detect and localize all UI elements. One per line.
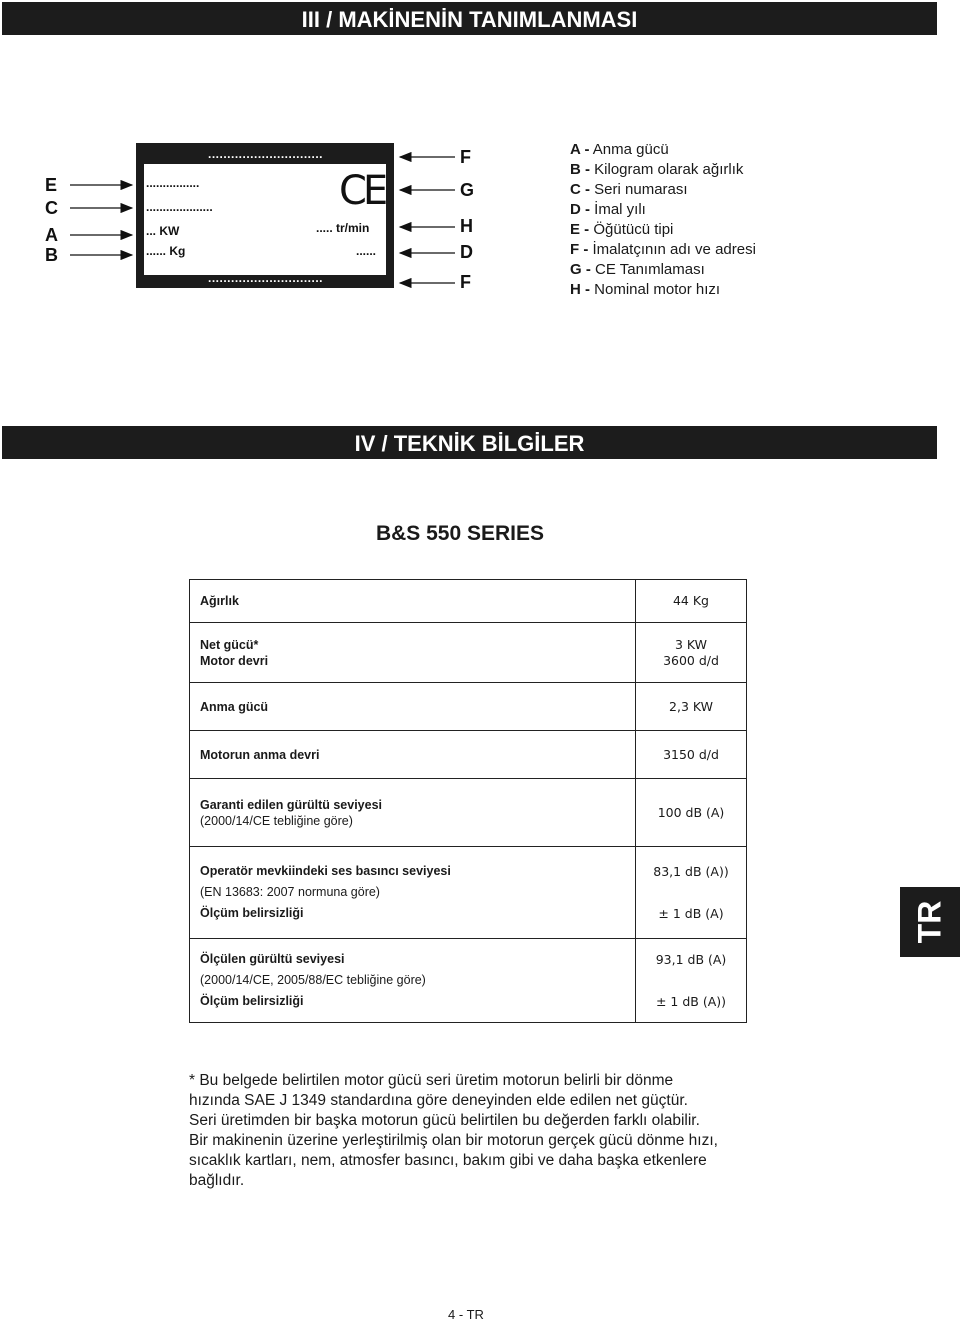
spec-table xyxy=(189,579,747,1023)
spec-value: 3 KW 3600 d/d xyxy=(636,623,747,683)
footnote xyxy=(189,1071,769,1191)
legend-item: C - Seri numarası xyxy=(570,181,688,198)
spec-value: 2,3 KW xyxy=(636,683,747,731)
nameplate-rpm: ..... tr/min xyxy=(316,221,370,235)
table-row xyxy=(190,580,747,623)
spec-value: 100 dB (A) xyxy=(636,779,747,847)
label-c: C xyxy=(45,198,58,218)
spec-label: Garanti edilen gürültü seviyesi (2000/14/CE tebliğine göre) xyxy=(190,779,636,847)
footnote-line: bağlıdır. xyxy=(189,1172,245,1189)
table-row xyxy=(190,623,747,683)
label-d: D xyxy=(460,242,473,262)
label-e: E xyxy=(45,175,58,195)
spec-value: 93,1 dB (A) ± 1 dB (A)) xyxy=(636,939,747,1023)
footnote-line: * Bu belgede belirtilen motor gücü seri üretim motorun belirli bir dönme xyxy=(189,1072,674,1089)
nameplate-line-c: .................... xyxy=(146,200,213,214)
nameplate-face xyxy=(144,164,386,275)
legend-item: H - Nominal motor hızı xyxy=(570,281,721,298)
nameplate xyxy=(136,143,394,288)
legend-item: D - İmal yılı xyxy=(570,201,646,218)
table-row xyxy=(190,683,747,731)
nameplate-top-dots: .............................. xyxy=(208,147,324,161)
nameplate-line-kw: ... KW xyxy=(146,224,180,238)
spec-label: Motorun anma devri xyxy=(190,731,636,779)
legend-item: E - Öğütücü tipi xyxy=(570,221,674,238)
section-4-header: IV / TEKNİK BİLGİLER xyxy=(2,426,937,459)
legend-item: B - Kilogram olarak ağırlık xyxy=(570,161,744,178)
legend-item: A - Anma gücü xyxy=(570,141,669,158)
nameplate-line-e: ................ xyxy=(146,176,200,190)
footnote-line: Bir makinenin üzerine yerleştirilmiş olan bir motorun gerçek gücü dönme hızı, xyxy=(189,1132,718,1149)
label-f-top: F xyxy=(460,147,471,167)
footnote-line: hızında SAE J 1349 standardına göre deneyinden elde edilen net güçtür. xyxy=(189,1092,688,1109)
language-tab xyxy=(900,887,960,957)
spec-label: Operatör mevkiindeki ses basıncı seviyesi (EN 13683: 2007 normuna göre) Ölçüm belirsizliği xyxy=(190,847,636,939)
nameplate-line-kg: ...... Kg xyxy=(146,244,186,258)
page-number: 4 - TR xyxy=(448,1307,484,1322)
label-a: A xyxy=(45,225,58,245)
section-3-header: III / MAKİNENİN TANIMLANMASI xyxy=(2,2,937,35)
legend-item: G - CE Tanımlaması xyxy=(570,261,705,278)
footnote-line: Seri üretimden bir başka motorun gücü belirtilen bu değerden farklı olabilir. xyxy=(189,1112,700,1129)
spec-label: Anma gücü xyxy=(190,683,636,731)
nameplate-year-dots: ...... xyxy=(356,244,377,258)
footnote-line: sıcaklık kartları, nem, atmosfer basıncı, bakım gibi ve daha başka etkenlere xyxy=(189,1152,707,1169)
language-tab-label: TR xyxy=(911,900,948,944)
table-row xyxy=(190,939,747,1023)
label-b: B xyxy=(45,245,58,265)
spec-value: 3150 d/d xyxy=(636,731,747,779)
table-row xyxy=(190,779,747,847)
series-title: B&S 550 SERIES xyxy=(375,522,545,545)
label-h: H xyxy=(460,216,473,236)
spec-value: 44 Kg xyxy=(636,580,747,623)
table-row xyxy=(190,731,747,779)
label-f-bottom: F xyxy=(460,272,471,292)
nameplate-legend xyxy=(570,140,756,300)
spec-value: 83,1 dB (A)) ± 1 dB (A) xyxy=(636,847,747,939)
nameplate-bottom-dots: .............................. xyxy=(208,271,324,285)
spec-label: Ölçülen gürültü seviyesi (2000/14/CE, 2005/88/EC tebliğine göre) Ölçüm belirsizliği xyxy=(190,939,636,1023)
ce-mark-icon: CE xyxy=(339,168,385,214)
spec-label: Net gücü* Motor devri xyxy=(190,623,636,683)
table-row xyxy=(190,847,747,939)
spec-label: Ağırlık xyxy=(190,580,636,623)
legend-item: F - İmalatçının adı ve adresi xyxy=(570,241,756,258)
label-g: G xyxy=(460,180,475,200)
